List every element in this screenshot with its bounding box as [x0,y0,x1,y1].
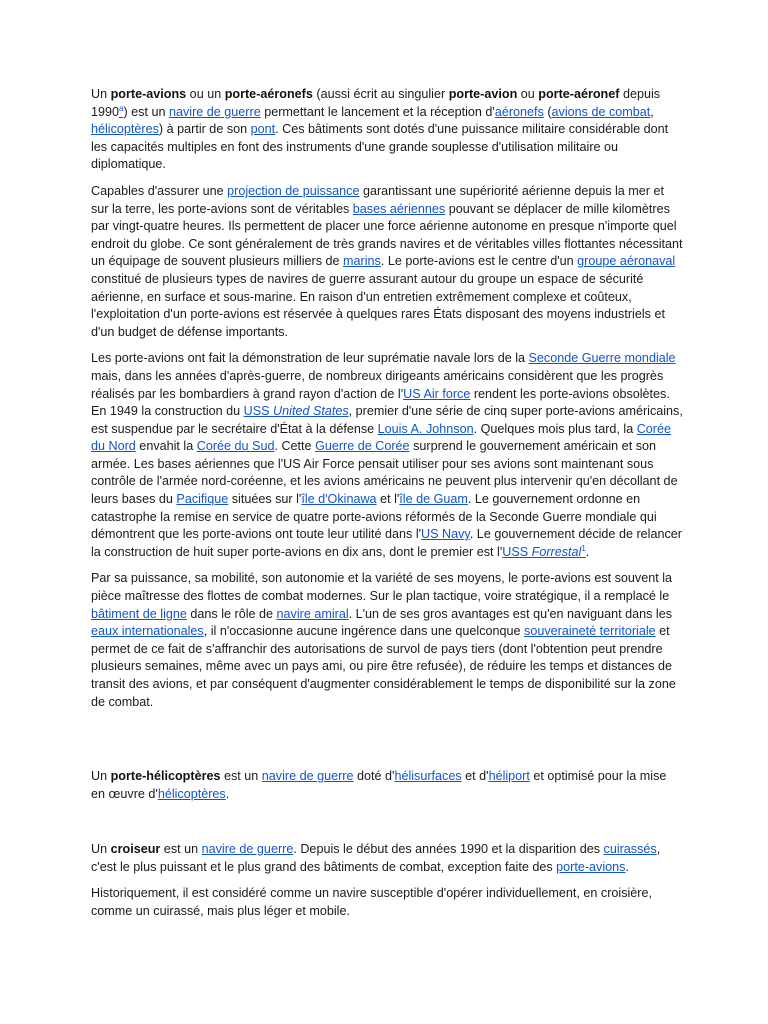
link-text: île d'Okinawa [301,492,377,507]
section-porte-helicopteres [91,768,683,812]
link-text: navire de guerre [261,769,354,783]
link-seconde-guerre-mondiale[interactable] [529,351,676,365]
link-text: avions de combat [551,104,651,119]
text-run: situées sur l' [228,492,302,507]
link-text: pont [250,122,276,137]
link-cuirasses[interactable] [604,842,657,856]
text-run: envahit la [135,439,197,454]
link-heliport[interactable] [489,769,530,783]
link-text: Corée du Sud [196,439,275,454]
link-avions-de-combat[interactable] [552,105,651,119]
link-italic-text: United States [273,404,349,419]
link-text: Guerre de Corée [315,439,410,454]
text-run: . Ces bâtiments sont dotés d'une puissance militaire considérable dont les capacités multiples en font des instruments d'une grande souplesse d'utilisation militaire ou diplomatique. [91,122,669,172]
bold-term: porte-aéronefs [224,87,313,101]
paragraph-definition [91,768,683,803]
text-run: Historiquement, il est considéré comme un navire susceptible d'opérer individuellement, en croisière, comme un cuirassé, mais plus léger et mobile. [91,886,652,918]
text-run: Capables d'assurer une [91,183,228,198]
bold-term: porte-aéronef [538,87,620,101]
link-text: navire de guerre [201,842,294,856]
link-porte-avions[interactable] [556,860,625,874]
link-text: navire amiral [276,606,349,621]
text-run: Un [91,842,111,856]
link-navire-de-guerre[interactable] [202,842,294,856]
link-us-air-force[interactable] [403,387,470,401]
link-text: eaux internationales [91,624,204,639]
link-us-navy[interactable] [421,527,470,541]
text-run: Un [91,87,111,101]
paragraph-capacites [91,183,683,341]
link-marins[interactable] [343,254,381,268]
text-run: . Cette [274,439,316,454]
link-batiment-de-ligne[interactable] [91,607,187,621]
text-run: ou un [186,87,225,101]
text-run: . Le porte-avions est le centre d'un [380,254,578,269]
text-run: , c'est le plus puissant et le plus grand des bâtiments de combat, exception faite des [91,842,661,874]
text-run: pouvant se déplacer de mille kilomètres par vingt-quatre heures. Ils permettent de placer une force aérienne autonome en presque n'importe quel endroit du globe. Ce sont généralement de très grands navires et de véritables villes flottantes nécessitant un équipage de souvent plusieurs milliers de [91,201,683,269]
text-run: et permet de ce fait de s'affranchir des autorisations de survol de pays tiers (dont l'obtention peut prendre plusieurs semaines, même avec un pays ami, ou pire être refusée), de réduire les temps et distances de transit des avions, et par conséquent d'augmenter considérablement le temps de disponibilité sur la zone de combat. [91,624,676,709]
link-uss-united-states[interactable] [244,404,349,418]
footnote-marker: 1 [581,543,586,553]
link-text: aéronefs [494,104,544,119]
link-text: marins [343,254,381,269]
text-run: constitué de plusieurs types de navires de guerre assurant autour du groupe un espace de sécurité aérienne, en surface et sous-marine. En raison d'un entretien extrêmement complexe et coûteux, l'exploitation d'un porte-avions est réservée à quelques rares États disposant des moyens industriels et d'un budget de défense importants. [91,271,665,339]
link-pacifique[interactable] [176,492,228,506]
text-run: Les porte-avions ont fait la démonstration de leur suprématie navale lors de la [91,351,529,366]
link-text: Corée du Nord [91,421,672,454]
link-text: groupe aéronaval [577,254,676,269]
paragraph-historique [91,885,683,920]
link-guerre-de-coree[interactable] [315,439,410,453]
text-run: depuis 1990 [91,87,661,119]
link-text: cuirassés [603,842,657,856]
link-ile-de-guam[interactable] [399,492,468,506]
link-eaux-internationales[interactable] [91,624,204,638]
text-run: , il n'occasionne aucune ingérence dans une quelconque [203,624,525,639]
text-run: ( [543,104,552,119]
link-text: US Air force [403,386,471,401]
link-text: hélisurfaces [394,769,462,783]
text-run: Un [91,769,111,783]
link-text: souveraineté territoriale [524,624,656,639]
text-run: garantissant une supériorité aérienne depuis la mer et sur la terre, les porte-avions sont de véritables [91,183,664,216]
text-run: . L'un de ses gros avantages est qu'en naviguant dans les [348,606,673,621]
link-text: Seconde Guerre mondiale [528,351,676,366]
link-helicopteres[interactable] [91,122,159,136]
link-bases-aeriennes[interactable] [353,202,445,216]
link-text: USS [502,544,532,559]
link-ile-d-okinawa[interactable] [301,492,376,506]
link-text: US Navy [421,527,470,542]
text-run: permettant le lancement et la réception d' [260,104,495,119]
link-italic-text: Forrestal [531,544,582,559]
link-souverainete-territoriale[interactable] [524,624,656,638]
section-croiseur [91,841,683,929]
link-text: hélicoptères [157,786,226,801]
link-coree-du-sud[interactable] [197,439,275,453]
link-text: héliport [488,769,530,783]
text-run: surprend le gouvernement américain et son armée. Les bases aériennes que l'US Air Force pensait utiliser pour ses avions sont maintenant sous contrôle de l'armée nord-coréenne, et les avions américains ne peuvent plus intervenir qu'en décollant de leurs bases du [91,439,678,507]
link-text: bâtiment de ligne [91,606,187,621]
link-navire-de-guerre[interactable] [262,769,354,783]
text-run: est un [160,842,202,856]
text-run: Par sa puissance, sa mobilité, son autonomie et la variété de ses moyens, le porte-avions est souvent la pièce maîtresse des flottes de combat modernes. Sur le plan tactique, voire stratégique, il a remplacé le [91,571,673,604]
text-run: . Le gouvernement décide de relancer la construction de huit super porte-avions en dix ans, dont le premier est l' [91,527,682,559]
link-text: bases aériennes [352,201,446,216]
section-porte-avions [91,86,683,720]
bold-term: porte-avions [110,87,187,101]
text-run: ou [517,87,539,101]
paragraph-definition [91,86,683,174]
text-run: (aussi écrit au singulier [312,87,449,101]
link-text: USS [243,404,274,419]
link-helisurfaces[interactable] [394,769,461,783]
paragraph-histoire [91,350,683,561]
text-run: ) à partir de son [158,122,251,137]
text-run: mais, dans les années d'après-guerre, de nombreux dirigeants américains considèrent que les progrès réalisés par les bombardiers à grand rayon d'action de l' [91,368,664,401]
bold-term: porte-hélicoptères [110,769,221,783]
link-text: Louis A. Johnson [377,421,474,436]
link-text: Pacifique [176,492,229,507]
bold-term: porte-avion [448,87,518,101]
text-run: . [225,786,230,801]
link-louis-a-johnson[interactable] [378,422,474,436]
paragraph-definition [91,841,683,876]
text-run: . Le gouvernement ordonne en catastrophe la remise en service de quatre porte-avions réformés de la Seconde Guerre mondiale qui démontrent que les porte-avions ont toute leur utilité dans l' [91,492,657,542]
text-run: ) est un [123,104,169,119]
link-aeronefs[interactable] [495,105,544,119]
link-navire-de-guerre[interactable] [169,105,261,119]
link-projection-de-puissance[interactable] [227,184,359,198]
text-run: et optimisé pour la mise en œuvre d' [91,769,667,801]
text-run: , [650,104,654,119]
link-text: projection de puissance [227,183,360,198]
link-groupe-aeronaval[interactable] [577,254,675,268]
link-text: hélicoptères [91,122,159,137]
link-pont[interactable] [251,122,276,136]
link-text: île de Guam [399,492,468,507]
link-text: porte-avions [556,859,626,874]
text-run: est un [220,769,262,783]
text-run: dans le rôle de [186,606,277,621]
paragraph-avantages [91,570,683,711]
text-run: . Depuis le début des années 1990 et la disparition des [293,842,604,856]
footnote-marker: a [119,103,124,113]
link-uss-forrestal[interactable] [502,545,586,559]
text-run: doté d' [353,769,395,783]
text-run: et l' [376,492,400,507]
text-run: rendent les porte-avions obsolètes. En 1949 la construction du [91,386,670,419]
text-run: . [585,544,590,559]
text-run: . Quelques mois plus tard, la [473,421,637,436]
link-navire-amiral[interactable] [277,607,349,621]
link-helicopteres[interactable] [158,787,226,801]
text-run: . [625,859,629,874]
text-run: , premier d'une série de cinq super porte-avions américains, est suspendue par le secrétaire d'État à la défense [91,404,683,436]
text-run: et d' [461,769,489,783]
bold-term: croiseur [110,842,161,856]
link-text: navire de guerre [168,104,261,119]
